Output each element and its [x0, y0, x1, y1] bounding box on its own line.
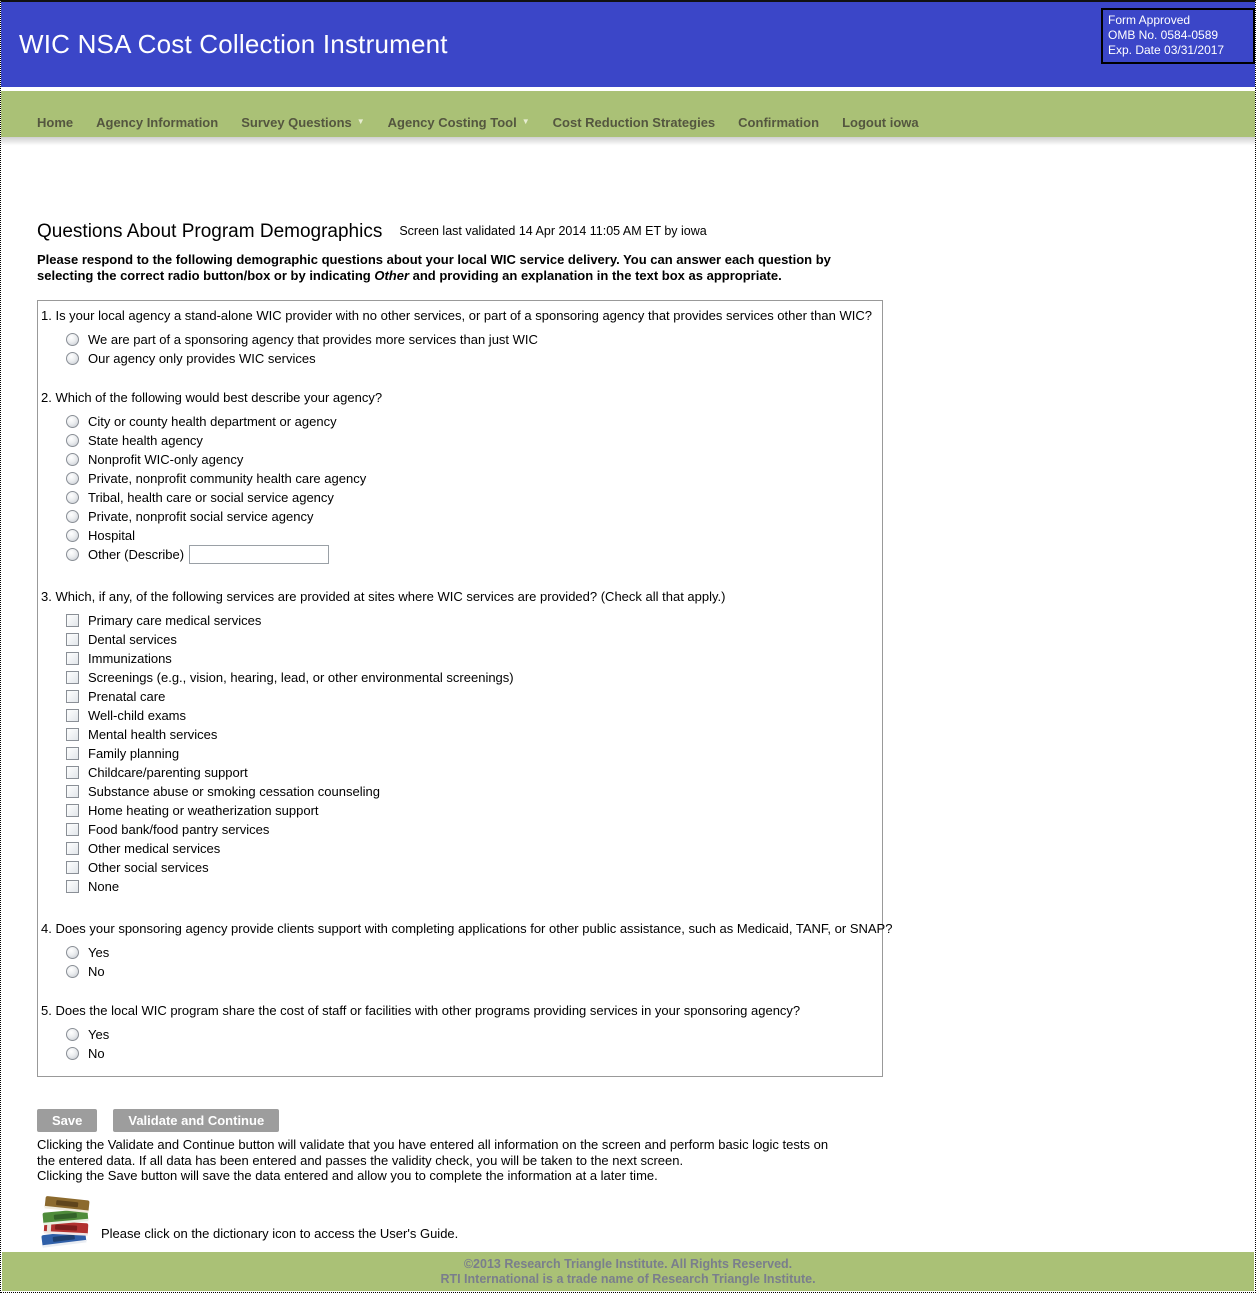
q3-option-row[interactable]: Prenatal care [66, 687, 876, 706]
chevron-down-icon: ▼ [356, 117, 365, 126]
q3-option-row[interactable]: Dental services [66, 630, 876, 649]
question-5-options [41, 1025, 876, 1063]
q4-option-yes[interactable]: Yes [66, 943, 876, 962]
intro-text: Please respond to the following demographic questions about your local WIC service delivery. You can answer each question by selecting the correct radio button/box or by indicating Other and providing an explanation in the text box as appropriate. [37, 252, 831, 283]
question-2-label: 2. Which of the following would best describe your agency? [41, 390, 383, 405]
nav-confirmation[interactable]: Confirmation [738, 115, 820, 130]
radio-button[interactable] [66, 529, 79, 542]
q3-option-row[interactable]: Home heating or weatherization support [66, 801, 876, 820]
radio-button[interactable] [66, 1047, 79, 1060]
checkbox[interactable] [66, 690, 79, 703]
q3-option-row[interactable]: Immunizations [66, 649, 876, 668]
nav-agency-costing-tool[interactable]: Agency Costing Tool ▼ [387, 115, 530, 130]
q3-option-row[interactable]: Other medical services [66, 839, 876, 858]
checkbox[interactable] [66, 880, 79, 893]
q3-option-row[interactable]: Family planning [66, 744, 876, 763]
form-approved-box [1101, 8, 1255, 64]
radio-button[interactable] [66, 965, 79, 978]
dictionary-note: Please click on the dictionary icon to access the User's Guide. [101, 1225, 459, 1241]
checkbox[interactable] [66, 614, 79, 627]
checkbox[interactable] [66, 633, 79, 646]
question-3-options [41, 611, 876, 896]
radio-button[interactable] [66, 946, 79, 959]
q3-option-row[interactable]: Childcare/parenting support [66, 763, 876, 782]
last-validated-text: Screen last validated 14 Apr 2014 11:05 AM ET by iowa [399, 224, 707, 238]
save-button[interactable]: Save [37, 1109, 97, 1132]
form-approved-line: Form Approved [1108, 13, 1191, 27]
omb-number: OMB No. 0584-0589 [1108, 28, 1219, 42]
q3-option-row[interactable]: Screenings (e.g., vision, hearing, lead, or other environmental screenings) [66, 668, 876, 687]
page-footer [2, 1252, 1254, 1291]
radio-button[interactable] [66, 1028, 79, 1041]
other-describe-input[interactable] [189, 545, 329, 564]
checkbox[interactable] [66, 671, 79, 684]
q5-option-no[interactable]: No [66, 1044, 876, 1063]
nav-survey-questions[interactable]: Survey Questions ▼ [241, 115, 365, 130]
radio-button[interactable] [66, 434, 79, 447]
q2-option-other-row[interactable]: Other (Describe) [66, 545, 876, 564]
radio-button[interactable] [66, 453, 79, 466]
note-line: Clicking the Validate and Continue button will validate that you have entered all information on the screen and perform basic logic tests on [37, 1137, 829, 1152]
q3-option-row[interactable]: Food bank/food pantry services [66, 820, 876, 839]
q2-option-row[interactable]: Tribal, health care or social service agency [66, 488, 876, 507]
validation-notes [37, 1137, 1255, 1184]
radio-button[interactable] [66, 472, 79, 485]
checkbox[interactable] [66, 804, 79, 817]
checkbox[interactable] [66, 766, 79, 779]
q2-option-row[interactable]: City or county health department or agency [66, 412, 876, 431]
note-line: Clicking the Save button will save the data entered and allow you to complete the information at a later time. [37, 1168, 658, 1183]
question-3-label: 3. Which, if any, of the following services are provided at sites where WIC services are provided? (Check all that apply.) [41, 589, 726, 604]
q5-option-yes[interactable]: Yes [66, 1025, 876, 1044]
nav-agency-information[interactable]: Agency Information [96, 115, 219, 130]
checkbox[interactable] [66, 728, 79, 741]
radio-button[interactable] [66, 491, 79, 504]
checkbox[interactable] [66, 842, 79, 855]
radio-button[interactable] [66, 352, 79, 365]
radio-button[interactable] [66, 510, 79, 523]
demographics-form [37, 300, 893, 1077]
nav-logout[interactable]: Logout iowa [842, 115, 919, 130]
copyright-text: ©2013 Research Triangle Institute. All Rights Reserved. [463, 1257, 793, 1271]
radio-button[interactable] [66, 415, 79, 428]
question-1-options [41, 330, 876, 368]
nav-cost-reduction-strategies[interactable]: Cost Reduction Strategies [552, 115, 716, 130]
checkbox[interactable] [66, 823, 79, 836]
expiration-date: Exp. Date 03/31/2017 [1108, 43, 1225, 57]
q1-option-row[interactable]: Our agency only provides WIC services [66, 349, 876, 368]
q2-option-row[interactable]: Nonprofit WIC-only agency [66, 450, 876, 469]
q3-option-row[interactable]: Other social services [66, 858, 876, 877]
q2-option-row[interactable]: Hospital [66, 526, 876, 545]
question-5-label: 5. Does the local WIC program share the cost of staff or facilities with other programs providing services in your sponsoring agency? [41, 1003, 801, 1018]
checkbox[interactable] [66, 861, 79, 874]
q2-option-row[interactable]: Private, nonprofit social service agency [66, 507, 876, 526]
nav-shadow [1, 137, 1255, 147]
checkbox[interactable] [66, 652, 79, 665]
checkbox[interactable] [66, 709, 79, 722]
chevron-down-icon: ▼ [521, 117, 530, 126]
radio-button[interactable] [66, 548, 79, 561]
app-title: WIC NSA Cost Collection Instrument [19, 29, 448, 59]
trade-name-text: RTI International is a trade name of Research Triangle Institute. [440, 1272, 816, 1286]
q3-option-row[interactable]: Primary care medical services [66, 611, 876, 630]
validate-and-continue-button[interactable]: Validate and Continue [113, 1109, 279, 1132]
q3-option-row[interactable]: Well-child exams [66, 706, 876, 725]
q2-option-row[interactable]: Private, nonprofit community health care agency [66, 469, 876, 488]
radio-button[interactable] [66, 333, 79, 346]
q2-option-row[interactable]: State health agency [66, 431, 876, 450]
q3-option-row[interactable]: Substance abuse or smoking cessation counseling [66, 782, 876, 801]
main-content [1, 221, 1255, 1249]
note-line: the entered data. If all data has been entered and passes the validity check, you will be taken to the next screen. [37, 1152, 684, 1168]
checkbox[interactable] [66, 747, 79, 760]
q4-option-no[interactable]: No [66, 962, 876, 981]
nav-home[interactable]: Home [37, 115, 74, 130]
q1-option-row[interactable]: We are part of a sponsoring agency that provides more services than just WIC [66, 330, 876, 349]
app-header [1, 2, 1255, 87]
question-4-options [41, 943, 876, 981]
question-2-options [41, 412, 876, 564]
main-navigation [1, 91, 1255, 137]
q3-option-row[interactable]: None [66, 877, 876, 896]
page-title: Questions About Program Demographics [37, 221, 383, 242]
question-4-label: 4. Does your sponsoring agency provide clients support with completing applications for other public assistance, such as Medicaid, TANF, or SNAP? [41, 921, 893, 936]
question-1-label: 1. Is your local agency a stand-alone WIC provider with no other services, or part of a sponsoring agency that provides services other than WIC? [41, 308, 872, 323]
checkbox[interactable] [66, 785, 79, 798]
dictionary-books-icon[interactable] [37, 1191, 93, 1249]
q3-option-row[interactable]: Mental health services [66, 725, 876, 744]
